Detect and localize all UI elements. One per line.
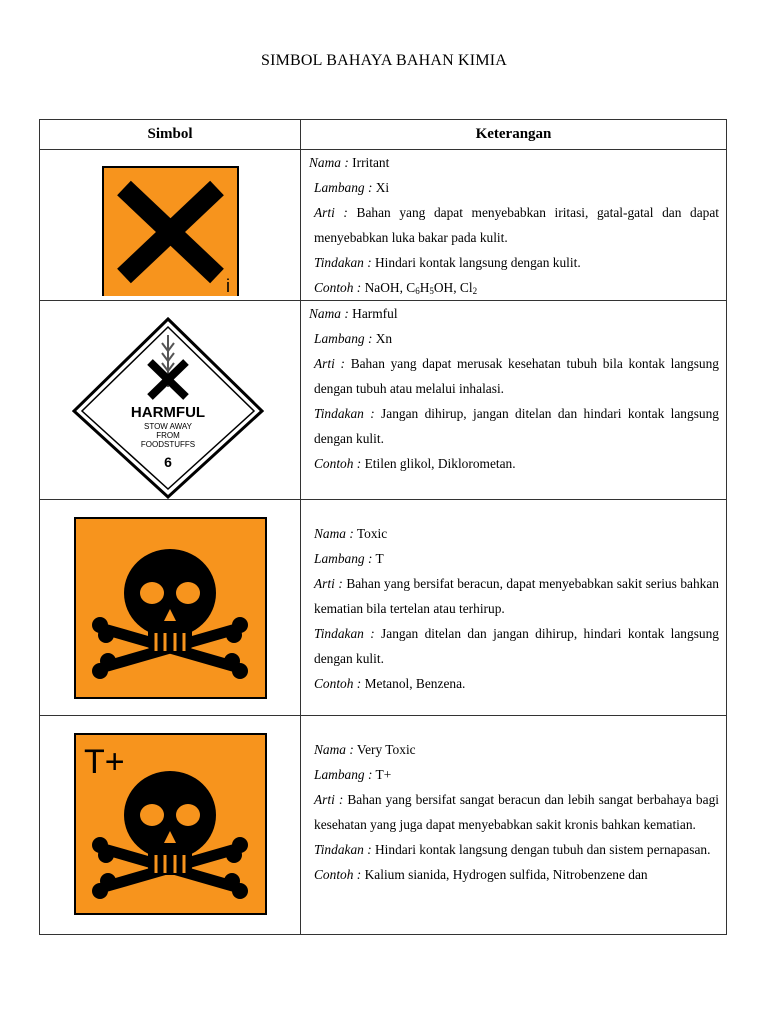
name-value: Toxic: [356, 526, 388, 541]
code-line: Lambang : T+: [314, 767, 392, 782]
very-toxic-skull-icon: [74, 733, 267, 915]
meaning-line: Arti : Bahan yang bersifat sangat beracun dan lebih sangat berbahaya bagi kesehatan yang juga dapat menyebabkan sakit kronis bahkan kematian.: [314, 792, 719, 832]
table-row: [40, 150, 727, 301]
code-line: Lambang : Xn: [314, 331, 393, 346]
symbol-cell: [40, 500, 301, 716]
code-value: Xn: [375, 331, 393, 346]
name-line: Nama : Irritant: [309, 155, 390, 170]
table-row: [40, 500, 727, 716]
description-cell: [301, 500, 727, 716]
table-header-row: [40, 120, 727, 150]
diamond-line-3: FOODSTUFFS: [140, 440, 196, 449]
diamond-line-2: FROM: [156, 431, 180, 440]
table-row: [40, 301, 727, 500]
example-line: Contoh : Metanol, Benzena.: [314, 676, 466, 691]
meaning-line: Arti : Bahan yang dapat merusak kesehatan tubuh bila kontak langsung dengan tubuh atau melalui inhalasi.: [314, 356, 719, 396]
code-value: Xi: [375, 180, 390, 195]
meaning-value: Bahan yang bersifat beracun, dapat menyebabkan sakit serius bahkan kematian bila tertelan atau terhirup.: [314, 576, 720, 616]
action-line: Tindakan : Hindari kontak langsung dengan kulit.: [314, 255, 581, 270]
diamond-title: HARMFUL: [130, 404, 206, 421]
action-line: Tindakan : Hindari kontak langsung dengan tubuh dan sistem pernapasan.: [314, 842, 711, 857]
description-cell: [301, 150, 727, 301]
symbol-cell: [40, 150, 301, 301]
meaning-value: Bahan yang dapat menyebabkan iritasi, gatal-gatal dan dapat menyebabkan luka bakar pada kulit.: [314, 205, 720, 245]
table-row: [40, 716, 727, 935]
description-cell: [301, 716, 727, 935]
header-symbol: Simbol: [40, 120, 301, 150]
document-title: SIMBOL BAHAYA BAHAN KIMIA: [260, 52, 508, 69]
name-line: Nama : Toxic: [314, 526, 388, 541]
name-value: Very Toxic: [356, 742, 416, 757]
description-cell: [301, 301, 727, 500]
irritant-x-icon: [102, 166, 239, 296]
harmful-diamond-icon: [72, 317, 264, 499]
action-value: Jangan dihirup, jangan ditelan dan hindari kontak langsung dengan kulit.: [314, 406, 719, 446]
action-value: Hindari kontak langsung dengan kulit.: [375, 255, 581, 270]
example-value: Kalium sianida, Hydrogen sulfida, Nitrobenzene dan: [364, 867, 648, 882]
meaning-value: Bahan yang bersifat sangat beracun dan lebih sangat berbahaya bagi kesehatan yang juga dapat menyebabkan sakit kronis bahkan kematian.: [314, 792, 719, 832]
name-value: Harmful: [352, 306, 398, 321]
header-description: Keterangan: [301, 120, 727, 150]
action-value: Hindari kontak langsung dengan tubuh dan sistem pernapasan.: [375, 842, 711, 857]
very-toxic-label: T+: [84, 743, 125, 781]
example-value: Metanol, Benzena.: [364, 676, 466, 691]
action-value: Jangan ditelan dan jangan dihirup, hindari kontak langsung dengan kulit.: [314, 626, 719, 666]
example-line: Contoh : Kalium sianida, Hydrogen sulfida, Nitrobenzene dan: [314, 867, 648, 882]
hazard-symbol-table: [39, 119, 727, 935]
symbol-cell: [40, 716, 301, 935]
example-line: Contoh : NaOH, $C_6H_5OH$, $Cl_2$: [314, 280, 478, 296]
code-line: Lambang : Xi: [314, 180, 390, 195]
example-value: Etilen glikol, Diklorometan.: [364, 456, 516, 471]
code-line: Lambang : T: [314, 551, 384, 566]
diamond-class-number: 6: [164, 454, 172, 470]
name-line: Nama : Harmful: [309, 306, 398, 321]
name-value: Irritant: [352, 155, 390, 170]
toxic-skull-icon: [74, 517, 267, 699]
diamond-line-1: STOW AWAY: [143, 422, 193, 431]
meaning-value: Bahan yang dapat merusak kesehatan tubuh bila kontak langsung dengan tubuh atau melalui inhalasi.: [314, 356, 719, 396]
example-value: NaOH, $C_6H_5OH$, $Cl_2$: [364, 280, 478, 296]
action-line: Tindakan : Jangan dihirup, jangan ditelan dan hindari kontak langsung dengan kulit.: [314, 406, 719, 446]
symbol-cell: [40, 301, 301, 500]
meaning-line: Arti : Bahan yang dapat menyebabkan iritasi, gatal-gatal dan dapat menyebabkan luka bakar pada kulit.: [314, 205, 720, 245]
irritant-letter: i: [226, 276, 230, 296]
action-line: Tindakan : Jangan ditelan dan jangan dihirup, hindari kontak langsung dengan kulit.: [314, 626, 719, 666]
code-value: T+: [375, 767, 392, 782]
name-line: Nama : Very Toxic: [314, 742, 416, 757]
meaning-line: Arti : Bahan yang bersifat beracun, dapat menyebabkan sakit serius bahkan kematian bila tertelan atau terhirup.: [314, 576, 720, 616]
code-value: T: [375, 551, 384, 566]
example-line: Contoh : Etilen glikol, Diklorometan.: [314, 456, 516, 471]
